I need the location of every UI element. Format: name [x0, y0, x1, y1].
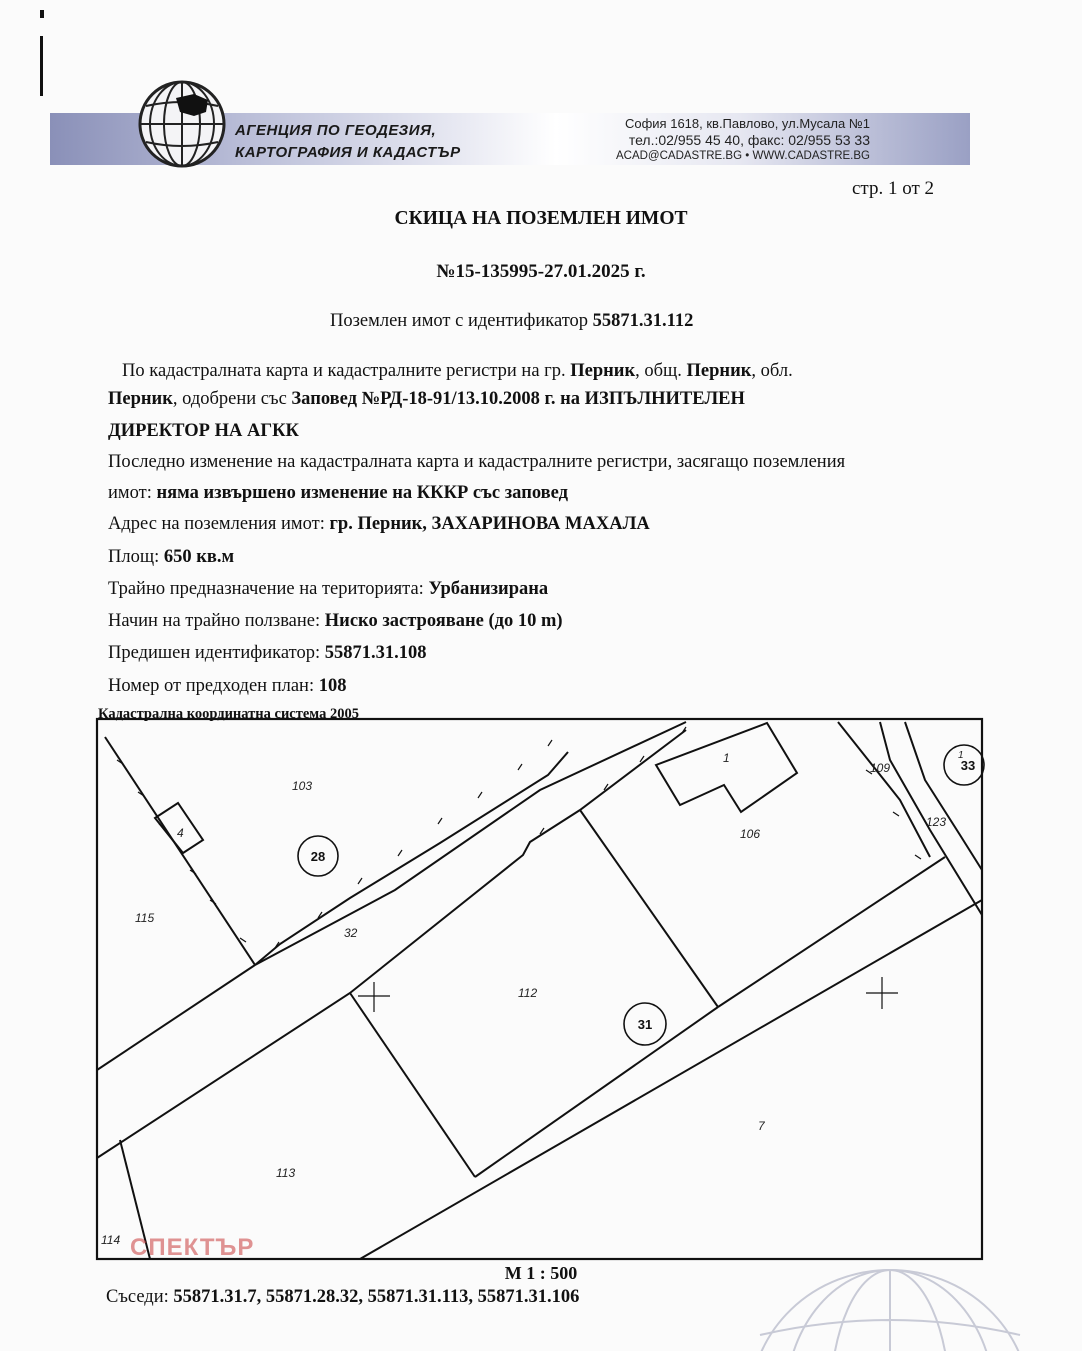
- area-value: 650 кв.м: [163, 547, 235, 567]
- page-number: стр. 1 от 2: [852, 178, 935, 199]
- circle-28-label: 28: [310, 849, 326, 864]
- label-7: 7: [758, 1119, 765, 1133]
- label-1: 1: [723, 751, 730, 765]
- circle-31-label: 31: [637, 1017, 653, 1032]
- document-number: №15-135995-27.01.2025 г.: [436, 261, 646, 282]
- map-text-2: , общ.: [635, 361, 682, 381]
- last-change-label: имот:: [108, 483, 152, 503]
- label-114: 114: [101, 1233, 121, 1247]
- label-106: 106: [740, 827, 761, 841]
- prev-id-label: Предишен идентификатор:: [108, 643, 321, 663]
- map-city: Перник: [570, 361, 636, 381]
- agency-name-line1: АГЕНЦИЯ ПО ГЕОДЕЗИЯ,: [235, 122, 437, 139]
- neighbors-label: Съседи:: [106, 1287, 169, 1307]
- map-text-1: По кадастралната карта и кадастралните регистри на гр.: [122, 361, 566, 381]
- map-scale: М 1 : 500: [504, 1263, 578, 1283]
- map-region: Перник: [108, 389, 173, 409]
- label-112: 112: [518, 986, 538, 1000]
- document-title: СКИЦА НА ПОЗЕМЛЕН ИМОТ: [394, 208, 688, 229]
- prev-id-value: 55871.31.108: [324, 643, 427, 663]
- usage-value: Ниско застрояване (до 10 m): [324, 611, 563, 631]
- usage-label: Начин на трайно ползване:: [108, 611, 321, 631]
- map-text-4: , одобрени със: [172, 389, 287, 409]
- agency-name-line2: КАРТОГРАФИЯ И КАДАСТЪР: [235, 144, 461, 161]
- contact-address: София 1618, кв.Павлово, ул.Мусала №1: [624, 116, 870, 131]
- address-value: гр. Перник, ЗАХАРИНОВА МАХАЛА: [329, 514, 650, 534]
- identifier-value: 55871.31.112: [592, 311, 694, 331]
- prev-plan-label: Номер от предходен план:: [108, 676, 315, 696]
- label-109: 109: [870, 761, 891, 775]
- label-123: 123: [926, 815, 947, 829]
- contact-phone: тел.:02/955 45 40, факс: 02/955 53 33: [628, 132, 870, 148]
- neighbors-line: [106, 1286, 579, 1308]
- prev-plan-value: 108: [318, 676, 347, 696]
- circle-33-label: 33: [960, 758, 976, 773]
- map-municipality: Перник: [686, 361, 752, 381]
- map-order-2: ДИРЕКТОР НА АГКК: [108, 421, 299, 441]
- label-115: 115: [135, 911, 155, 925]
- label-1b: 1: [958, 750, 964, 761]
- watermark-stamp: СПЕКТЪР: [130, 1234, 255, 1261]
- map-text-3: , обл.: [751, 361, 793, 381]
- coord-system-label: Кадастрална координатна система 2005: [98, 706, 359, 722]
- last-change-value: няма извършено изменение на КККР със заповед: [156, 483, 568, 503]
- background-globe-icon: [740, 1265, 1040, 1351]
- last-change-line-1: Последно изменение на кадастралната карта и кадастралните регистри, засягащо поземления: [108, 452, 846, 472]
- label-32: 32: [344, 926, 358, 940]
- label-4: 4: [177, 826, 184, 840]
- label-103: 103: [292, 779, 313, 793]
- identifier-label: Поземлен имот с идентификатор: [330, 311, 589, 331]
- label-113: 113: [276, 1166, 296, 1180]
- neighbors-value: 55871.31.7, 55871.28.32, 55871.31.113, 55871.31.106: [173, 1287, 580, 1307]
- address-label: Адрес на поземления имот:: [108, 514, 325, 534]
- area-label: Площ:: [108, 547, 160, 567]
- purpose-value: Урбанизирана: [428, 579, 549, 599]
- purpose-label: Трайно предназначение на територията:: [108, 579, 424, 599]
- map-order: Заповед №РД-18-91/13.10.2008 г. на ИЗПЪЛНИТЕЛЕН: [291, 389, 745, 409]
- contact-web: ACAD@CADASTRE.BG • WWW.CADASTRE.BG: [615, 150, 870, 162]
